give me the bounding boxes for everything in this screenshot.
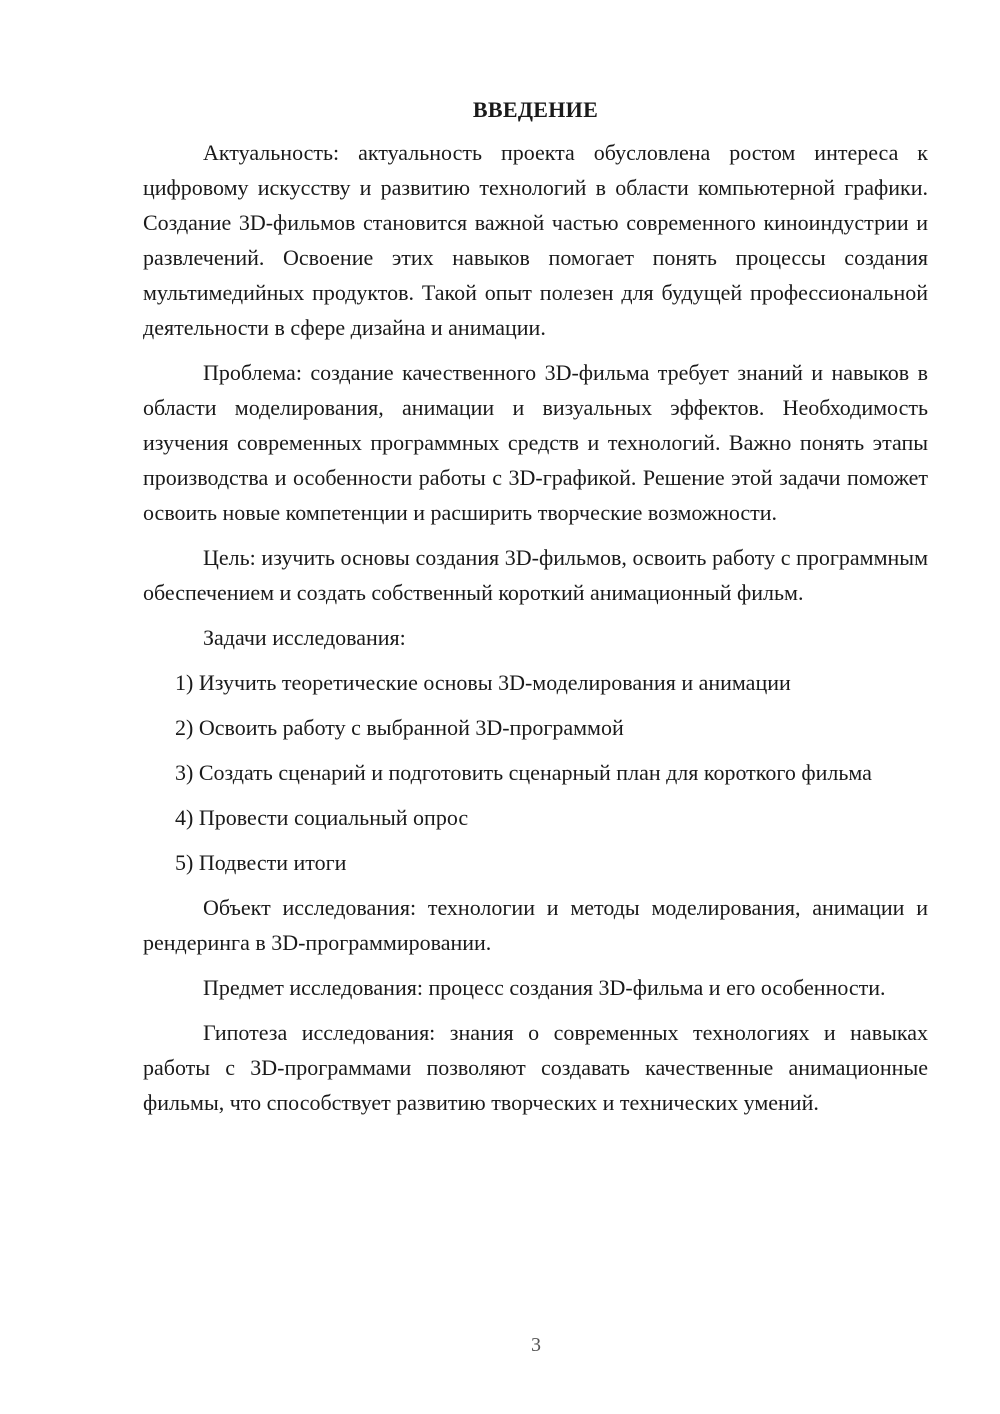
paragraph-object: Объект исследования: технологии и методы моделирования, анимации и рендеринга в 3D-программировании. — [143, 895, 928, 955]
paragraph-subject: Предмет исследования: процесс создания 3D-фильма и его особенности. — [203, 975, 886, 1000]
task-item: 4) Провести социальный опрос — [175, 805, 469, 830]
paragraph-relevance: Актуальность: актуальность проекта обусловлена ростом интереса к цифровому искусству и развитию технологий в области компьютерной графики. Создание 3D-фильмов становится важной частью современного киноиндустрии и развлечений. Освоение этих навыков помогает понять процессы создания мультимедийных продуктов. Такой опыт полезен для будущей профессиональной деятельности в сфере дизайна и анимации. — [143, 140, 928, 340]
task-item: 3) Создать сценарий и подготовить сценарный план для короткого фильма — [175, 760, 872, 785]
paragraph-hypothesis: Гипотеза исследования: знания о современных технологиях и навыках работы с 3D-программами позволяют создавать качественные анимационные фильмы, что способствует развитию творческих и технических умений. — [143, 1020, 928, 1115]
task-item: 5) Подвести итоги — [175, 850, 347, 875]
task-item: 2) Освоить работу с выбранной 3D-программой — [175, 715, 624, 740]
page-number: 3 — [531, 1334, 541, 1356]
paragraph-problem: Проблема: создание качественного 3D-фильма требует знаний и навыков в области моделирования, анимации и визуальных эффектов. Необходимость изучения современных программных средств и технологий. Важно понять этапы производства и особенности работы с 3D-графикой. Решение этой задачи поможет освоить новые компетенции и расширить творческие возможности. — [143, 360, 928, 525]
section-title: ВВЕДЕНИЕ — [472, 97, 599, 122]
task-item: 1) Изучить теоретические основы 3D-моделирования и анимации — [175, 670, 791, 695]
page-content — [143, 97, 928, 1130]
paragraph-goal: Цель: изучить основы создания 3D-фильмов, освоить работу с программным обеспечением и создать собственный короткий анимационный фильм. — [143, 545, 928, 605]
tasks-heading: Задачи исследования: — [203, 625, 406, 650]
